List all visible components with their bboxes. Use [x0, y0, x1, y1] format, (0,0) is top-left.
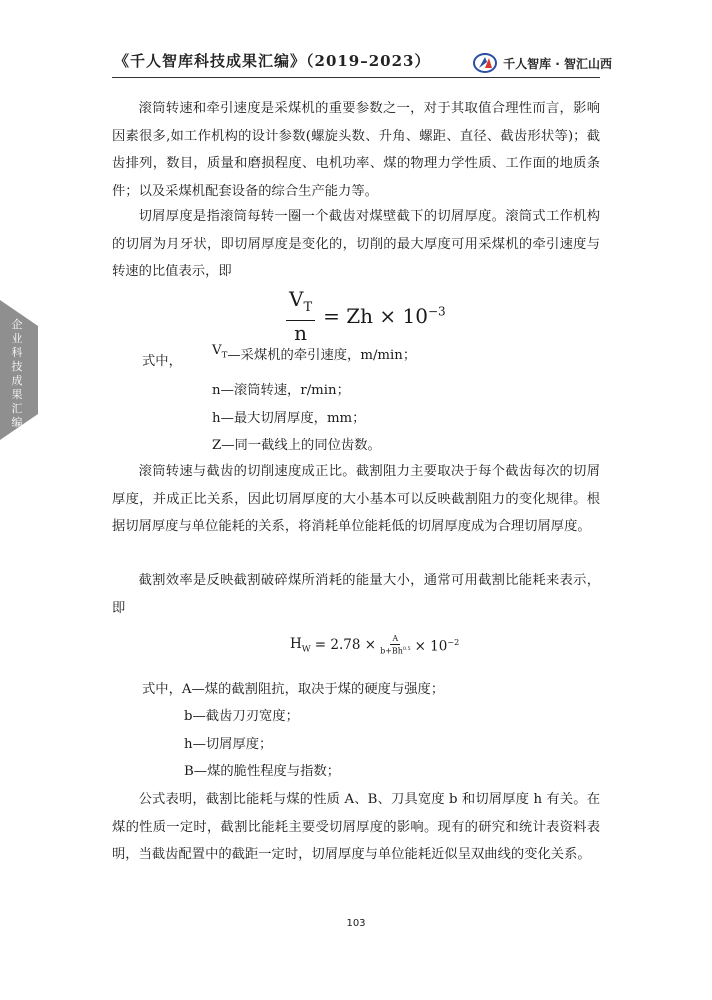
header-divider: [112, 77, 600, 78]
header-title: 《千人智库科技成果汇编》（2019–2023）: [114, 52, 431, 70]
paragraph-3: 滚筒转速与截齿的切削速度成正比。截割阻力主要取决于每个截齿每次的切屑厚度，并成正比关系，因此切屑厚度的大小基本可以反映截割阻力的变化规律。根据切屑厚度与单位能耗的关系，将消耗单位能耗低的切屑厚度成为合理切屑厚度。: [112, 464, 600, 534]
formula2-denominator: $b+Bh^{0.5}$: [380, 646, 411, 656]
formula2-rhs: × $10^{-2}$: [414, 636, 460, 655]
where-item-vt: $V_T—$采煤机的牵引速度，m/min；: [212, 343, 417, 363]
paragraph-1: 滚筒转速和牵引速度是采煤机的重要参数之一，对于其取值合理性而言，影响因素很多,如工作机构的设计参数(螺旋头数、升角、螺距、直径、截齿形状等)；截齿排列，数目，质量和磨损程度、电机功率、煤的物理力学性质、工作面的地质条件；以及采煤机配套设备的综合生产能力等。: [112, 101, 600, 199]
formula-specific-energy: [290, 634, 459, 657]
formula2-fraction: [380, 634, 411, 657]
side-tab-label: 企业科技成果汇编: [11, 318, 23, 429]
side-tab: [0, 300, 38, 440]
header-brand: [473, 53, 612, 73]
where-item-h: h—最大切屑厚度，mm；: [212, 411, 366, 426]
page-number: 103: [346, 918, 366, 929]
brand-name: 千人智库 · 智汇山西: [503, 56, 612, 71]
paragraph-2: 切屑厚度是指滚筒每转一圈一个截齿对煤壁截下的切屑厚度。滚筒式工作机构的切屑为月牙状，即切屑厚度是变化的，切削的最大厚度可用采煤机的牵引速度与转速的比值表示，即: [112, 209, 600, 279]
where2-item-b: b—截齿刀刃宽度；: [184, 709, 299, 724]
formula-fraction: [286, 287, 315, 345]
formula-rhs: = $Zh \times 10^{-3}$: [323, 304, 446, 328]
brand-logo-icon: [473, 53, 497, 73]
where-item-n: n—滚筒转速，r/min；: [212, 383, 350, 398]
formula-numerator: $V_T$: [286, 287, 315, 321]
where2-first: 式中，A—煤的截割阻抗，取决于煤的硬度与强度；: [142, 682, 445, 697]
where-label-1: 式中，: [142, 354, 182, 369]
formula2-coefficient: = 2.78 ×: [314, 637, 377, 654]
paragraph-4: 截割效率是反映截割破碎煤所消耗的能量大小，通常可用截割比能耗来表示，即: [112, 573, 600, 616]
formula2-numerator: A: [392, 634, 399, 643]
formula-cutting-thickness: [286, 287, 446, 345]
paragraph-5: 公式表明，截割比能耗与煤的性质 A、B、刀具宽度 b 和切屑厚度 h 有关。在煤的性质一定时，截割比能耗主要受切屑厚度的影响。现有的研究和统计表资料表明，当截齿配置中的截距一定时，切屑厚度与单位能耗近似呈双曲线的变化关系。: [112, 792, 600, 862]
where-item-z: Z—同一截线上的同位齿数。: [212, 438, 381, 453]
where2-item-h: h—切屑厚度；: [184, 737, 273, 752]
formula-denominator: n: [294, 321, 307, 345]
where2-item-bb: B—煤的脆性程度与指数；: [184, 764, 341, 779]
formula2-lhs: $H_W$: [290, 635, 311, 655]
